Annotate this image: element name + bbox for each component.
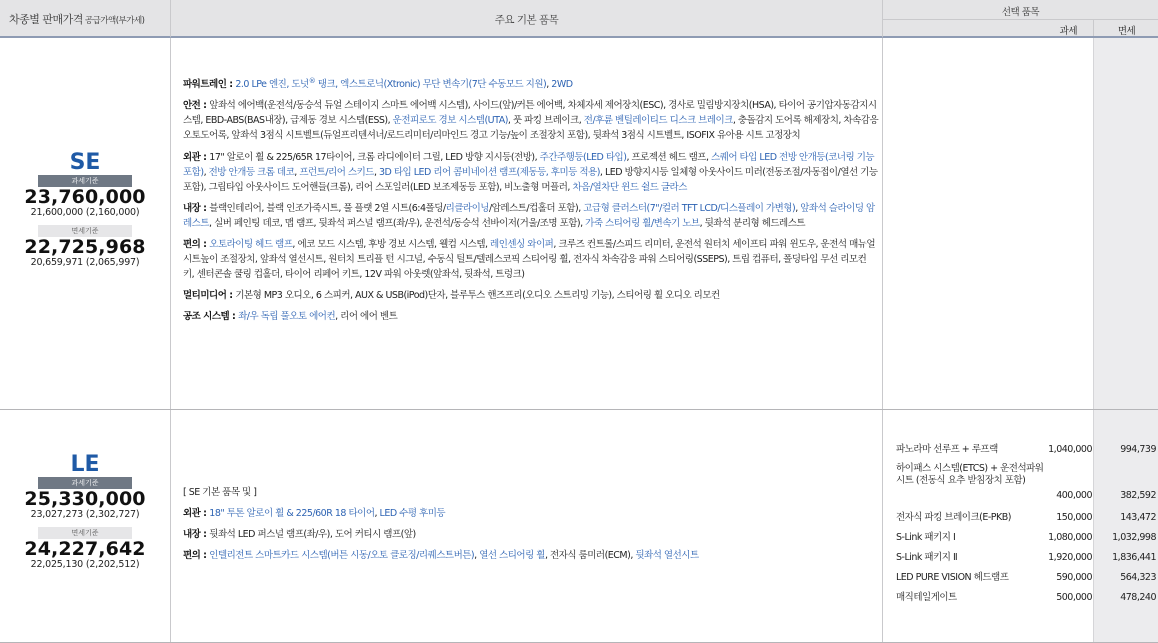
feature-text: 뒷좌석 LED 퍼스널 램프(좌/우), 도어 커티시 램프(앞): [209, 529, 416, 541]
option-name: LED PURE VISION 헤드램프: [896, 572, 1009, 583]
option-exempt-price: 1,032,998: [1112, 532, 1156, 543]
feature-text: , 뒷좌석 분리형 헤드레스트: [699, 217, 806, 229]
option-taxed-price: 1,080,000: [1048, 532, 1092, 543]
option-name: 파노라마 선루프 + 루프랙: [896, 444, 998, 455]
taxed-price-detail: 23,027,273 (2,302,727): [30, 509, 140, 520]
highlighted-feature: 2.0 LPe 엔진, 도넛: [235, 79, 309, 91]
exempt-badge: 면세기준: [38, 527, 132, 539]
taxed-badge: 과세기준: [38, 175, 132, 187]
highlighted-feature: ®: [308, 77, 316, 85]
feature-section: [183, 288, 879, 303]
feature-section: [183, 548, 879, 563]
highlighted-feature: 가죽 스티어링 휠/변속기 노브: [585, 217, 700, 229]
highlighted-feature: 탱크, 엑스트로닉(Xtronic) 무단 변속기(7단 수동모드 지원): [315, 79, 547, 91]
option-row: [894, 568, 1156, 588]
trim-le: [0, 452, 170, 570]
highlighted-feature: LED 수평 후미등: [379, 508, 446, 520]
header-options: [882, 0, 1158, 38]
highlighted-feature: 인텔리전트 스마트카드 시스템(버튼 시동/오토 클로징/리퀘스트버튼): [209, 550, 475, 562]
section-key: 멀티미디어 :: [183, 290, 236, 302]
section-key: 외관 :: [183, 508, 210, 520]
column-divider: [170, 38, 171, 643]
feature-section: [183, 506, 879, 521]
highlighted-feature: 뒷좌석 열선시트: [635, 550, 699, 562]
header-main-items: [170, 0, 882, 38]
feature-text: ,: [374, 508, 380, 520]
taxed-column-header: 과세: [883, 19, 1093, 36]
feature-text: 앞좌석 에어백(운전석/동승석 듀얼 스테이지 스마트 에어백 시스템), 사이드(앞)/커튼 에어백, 차체자세 제어장치(ESC), 경사로 밀림방지장치(HSA), 타이어 공기압자동감지시스템, EBD-ABS(BAS내장), 급제동 경보 시스템(ESS),: [183, 100, 877, 127]
exempt-column-header: 면세: [1093, 19, 1158, 36]
le-intro: [ SE 기본 품목 및 ]: [183, 487, 257, 498]
trim-name: LE: [70, 452, 100, 477]
option-row: [894, 460, 1156, 508]
row-divider: [0, 409, 1158, 410]
highlighted-feature: 좌/우 독립 풀오토 에어컨: [238, 311, 336, 323]
taxed-badge: 과세기준: [38, 477, 132, 489]
trim-name: SE: [69, 150, 101, 175]
taxed-price: 25,330,000: [24, 488, 146, 510]
option-row: [894, 548, 1156, 568]
option-name: 매직테일게이트: [896, 592, 957, 603]
highlighted-feature: 3D 타입 LED 리어 콤비네이션 램프(제동등, 후미등 적용): [379, 166, 600, 178]
exempt-price: 24,227,642: [24, 538, 146, 560]
highlighted-feature: 오토라이팅 헤드 램프: [209, 239, 293, 250]
exempt-price-detail: 20,659,971 (2,065,997): [30, 257, 140, 268]
se-standard-items: [183, 74, 879, 330]
feature-section: [183, 150, 879, 195]
option-exempt-price: 382,592: [1120, 490, 1156, 501]
feature-section: [183, 74, 879, 92]
feature-text: , 전자식 룸미러(ECM),: [544, 550, 636, 562]
section-key: 공조 시스템 :: [183, 311, 239, 323]
option-row: [894, 528, 1156, 548]
highlighted-feature: 앞좌석 슬라이딩 암레스트: [183, 202, 875, 229]
feature-text: , LED 방향지시등 일체형 아웃사이드 미러(전동조절/자동접이/열선 기능 포함), 그립타입 아웃사이드 도어핸들(크롬), 리어 스포일러(LED 보조제동등 포함), 비노출형 머플러,: [183, 166, 878, 193]
taxed-price: 23,760,000: [24, 186, 146, 208]
option-taxed-price: 500,000: [1056, 592, 1092, 603]
trim-se: [0, 150, 170, 268]
option-row: [894, 508, 1156, 528]
taxed-price-detail: 21,600,000 (2,160,000): [30, 207, 140, 218]
feature-text: , 충돌감지 도어록 해제장치, 차속감응 오토도어록, 앞좌석 3점식 시트벨트(듀얼프리텐셔너/로드리미터/리마인드 경고 기능/높이 조절장치 포함), 뒷좌석 3점식 시트벨트, ISOFIX 유아용 시트 고정장치: [183, 115, 879, 142]
exempt-price-detail: 22,025,130 (2,202,512): [30, 559, 140, 570]
section-key: 편의 :: [183, 239, 210, 250]
column-divider: [882, 38, 883, 643]
feature-section: [183, 201, 879, 231]
highlighted-feature: 주간주행등(LED 타입): [539, 151, 627, 163]
exempt-badge: 면세기준: [38, 225, 132, 237]
feature-text: ,: [203, 166, 209, 178]
feature-text: ,: [546, 79, 552, 91]
exempt-price: 22,725,968: [24, 236, 146, 258]
options-title: 선택 품목: [1001, 7, 1040, 18]
trim-price-title: 차종별 판매가격: [9, 13, 83, 26]
trim-price-subtitle: 공급가액(부가세): [84, 16, 145, 26]
feature-text: , 리어 에어 벤트: [335, 311, 398, 323]
highlighted-feature: 18" 투톤 알로이 휠 & 225/60R 18 타이어: [209, 508, 375, 520]
option-taxed-price: 1,920,000: [1048, 552, 1092, 563]
feature-section: [183, 527, 879, 542]
feature-text: , 실버 페인팅 데코, 맵 램프, 뒷좌석 퍼스널 램프(좌/우), 운전석/동승석 선바이저(거울/조명 포함),: [209, 217, 586, 229]
feature-text: , 크루즈 컨트롤/스피드 리미터, 운전석 원터치 세이프티 파워 윈도우, 운전석 매뉴얼 시트높이 조절장치, 앞좌석 열선시트, 원터치 트리플 턴 시그널, 수동식 틸트/텔레스코픽 스티어링 휠, 전자식 차속감응 파워 스티어링(SSEPS), 트립 컴퓨터, 폴딩타입 무선 리모컨 키, 센터콘솔 쿨링 컵홀더, 타이어 리페어 키트, 12V 파워 아웃렛(앞좌석, 뒷좌석, 트렁크): [183, 239, 876, 281]
section-key: 내장 :: [183, 529, 210, 541]
option-exempt-price: 994,739: [1120, 444, 1156, 455]
option-taxed-price: 1,040,000: [1048, 444, 1092, 455]
section-key: 외관 :: [183, 151, 210, 163]
highlighted-feature: 차음/열차단 윈드 쉴드 글라스: [572, 181, 687, 193]
option-taxed-price: 400,000: [1056, 490, 1092, 501]
feature-section: [183, 309, 879, 324]
highlighted-feature: 전/후륜 벤틸레이티드 디스크 브레이크: [583, 115, 733, 127]
option-taxed-price: 150,000: [1056, 512, 1092, 523]
feature-text: ,: [795, 202, 801, 214]
highlighted-feature: 열선 스티어링 휠: [479, 550, 545, 562]
section-key: 편의 :: [183, 550, 210, 562]
feature-text: 블랙인테리어, 블랙 인조가죽시트, 풀 플랫 2열 시트(6:4폴딩/: [209, 202, 446, 214]
option-taxed-price: 590,000: [1056, 572, 1092, 583]
feature-text: ,: [294, 166, 300, 178]
highlighted-feature: 2WD: [551, 79, 573, 91]
option-exempt-price: 478,240: [1120, 592, 1156, 603]
highlighted-feature: 전방 안개등 크롬 데코: [208, 166, 295, 178]
option-name: 전자식 파킹 브레이크(E-PKB): [896, 512, 1011, 523]
option-exempt-price: 1,836,441: [1112, 552, 1156, 563]
option-row: [894, 588, 1156, 608]
option-name: 하이패스 시스템(ETCS) + 운전석파워시트 (전동식 요추 받침장치 포함): [896, 463, 1044, 486]
le-options-table: [894, 440, 1156, 608]
highlighted-feature: 리클라이닝: [445, 202, 489, 214]
highlighted-feature: 고급형 클러스터(7"/컬러 TFT LCD/디스플레이 가변형): [583, 202, 796, 214]
section-key: 안전 :: [183, 100, 210, 112]
feature-text: , 에코 모드 시스템, 후방 경보 시스템, 웰컴 시스템,: [292, 239, 491, 250]
highlighted-feature: 스퀘어 타입 LED 전방 안개등(코너링 기능 포함): [183, 151, 875, 178]
feature-text: 기본형 MP3 오디오, 6 스피커, AUX & USB(iPod)단자, 블루투스 핸즈프리(오디오 스트리밍 기능), 스티어링 휠 오디오 리모컨: [235, 290, 720, 302]
feature-text: 17" 알로이 휠 & 225/65R 17타이어, 크롬 라디에이터 그릴, LED 방향 지시등(전방),: [209, 151, 540, 163]
option-name: S-Link 패키지 Ⅱ: [896, 552, 958, 563]
highlighted-feature: 프런트/리어 스키드: [299, 166, 374, 178]
option-exempt-price: 143,472: [1120, 512, 1156, 523]
feature-section: [183, 237, 879, 282]
feature-text: ,: [373, 166, 379, 178]
le-standard-items: [183, 485, 879, 569]
header-trim-price-label: [9, 11, 145, 27]
feature-text: , 풋 파킹 브레이크,: [507, 115, 584, 127]
feature-text: , 프로젝션 헤드 램프,: [626, 151, 711, 163]
main-items-title: 주요 기본 품목: [494, 14, 559, 26]
option-name: S-Link 패키지 Ⅰ: [896, 532, 956, 543]
section-key: 내장 :: [183, 202, 210, 214]
option-exempt-price: 564,323: [1120, 572, 1156, 583]
highlighted-feature: 운전피로도 경보 시스템(UTA): [392, 115, 508, 127]
section-key: 파워트레인 :: [183, 79, 236, 91]
feature-text: /암레스트/컵홀더 포함),: [488, 202, 584, 214]
option-row: [894, 440, 1156, 460]
feature-text: ,: [474, 550, 480, 562]
highlighted-feature: 레인센싱 와이퍼: [490, 239, 554, 250]
feature-section: [183, 98, 879, 143]
header-trim-price: [0, 0, 170, 38]
